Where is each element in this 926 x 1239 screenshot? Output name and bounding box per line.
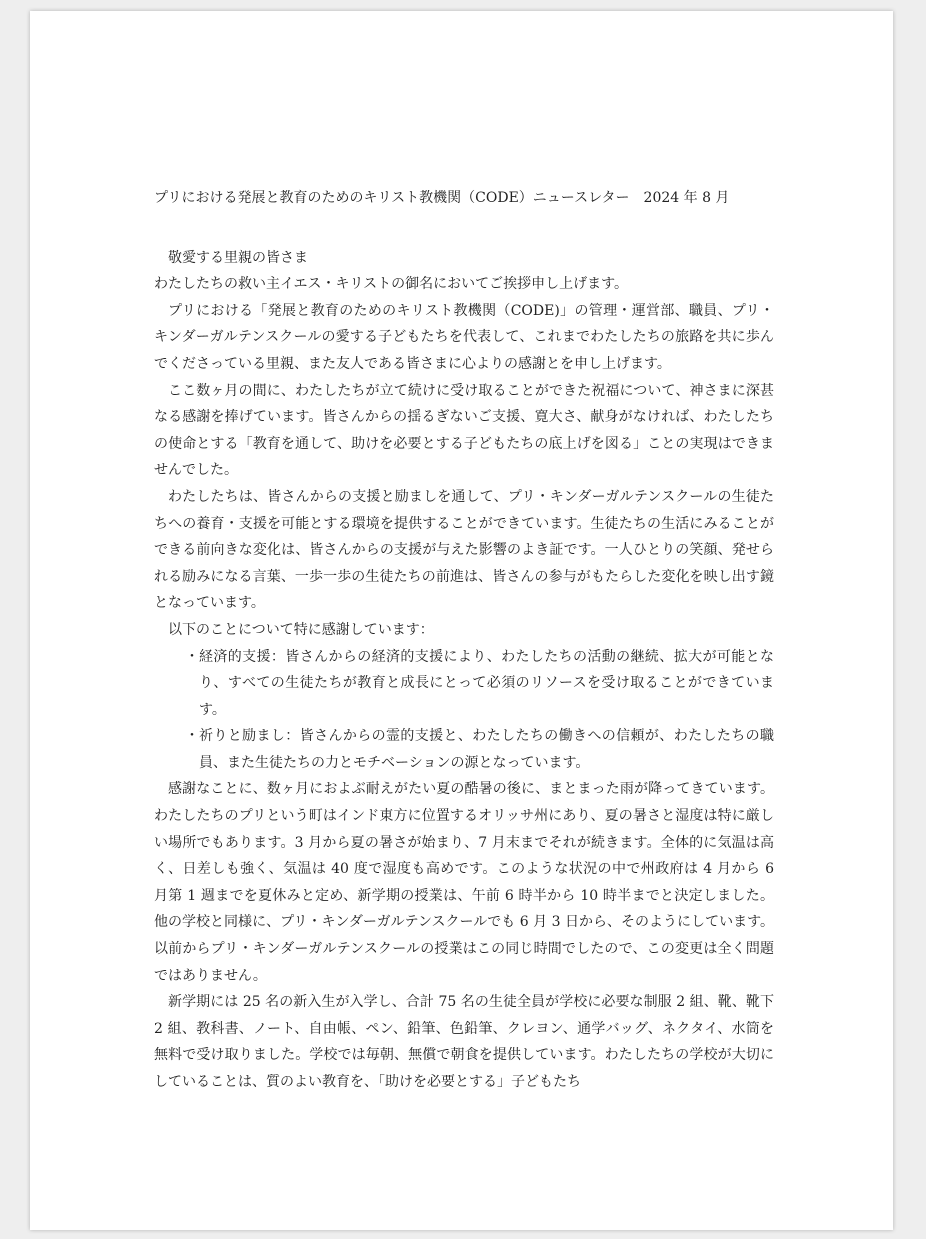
paragraph: 感謝なことに、数ヶ月におよぶ耐えがたい夏の酷暑の後に、まとまった雨が降ってきています。わたしたちのプリという町はインド東方に位置するオリッサ州にあり、夏の暑さと湿度は特に厳しい場所でもあります。3 月から夏の暑さが始まり、7 月末までそれが続きます。全体的に気温は高く、日差しも強く、気温は 40 度で湿度も高めです。このような状況の中で州政府は 4 月から 6 月第 1 週までを夏休みと定め、新学期の授業は、午前 6 時半から 10 時半までと決定しました。他の学校と同様に、プリ・キンダーガルテンスクールでも 6 月 3 日から、そのようにしています。以前からプリ・キンダーガルテンスクールの授業はこの同じ時間でしたので、この変更は全く問題ではありません。 (154, 781, 774, 984)
bullet-marker: ・ (185, 728, 199, 745)
list-item (185, 644, 774, 724)
bullet-marker: ・ (185, 648, 199, 665)
newsletter-title: プリにおける発展と教育のためのキリスト教機関（CODE）ニュースレター (154, 190, 630, 206)
paragraph: ここ数ヶ月の間に、わたしたちが立て続けに受け取ることができた祝福について、神さまに深甚なる感謝を捧げています。皆さんからの揺るぎないご支援、寛大さ、献身がなければ、わたしたちの使命とする「教育を通して、助けを必要とする子どもたちの底上げを図る」ことの実現はできませんでした。 (154, 382, 774, 479)
list-item (185, 723, 774, 776)
paragraph: プリにおける「発展と教育のためのキリスト教機関（CODE)」の管理・運営部、職員、プリ・キンダーガルテンスクールの愛する子どもたちを代表して、これまでわたしたちの旅路を共に歩んでくださっている里親、また友人である皆さまに心よりの感謝とを申し上げます。 (154, 302, 774, 372)
newsletter-body (154, 185, 774, 1096)
gratitude-list (154, 644, 774, 777)
newsletter-header (154, 185, 774, 212)
greeting: わたしたちの救い主イエス・キリストの御名においてご挨拶申し上げます。 (154, 276, 629, 293)
paragraph: 新学期には 25 名の新入生が入学し、合計 75 名の生徒全員が学校に必要な制服 2 組、靴、靴下 2 組、教科書、ノート、自由帳、ペン、鉛筆、色鉛筆、クレヨン、通学バッグ、ネクタイ、水筒を無料で受け取りました。学校では毎朝、無償で朝食を提供しています。わたしたちの学校が大切にしていることは、質のよい教育を、「助けを必要とする」子どもたち (154, 994, 774, 1090)
paragraph: 以下のことについて特に感謝しています： (168, 621, 434, 638)
document-page (30, 11, 893, 1230)
list-item-text: 祈りと励まし：皆さんからの霊的支援と、わたしたちの働きへの信頼が、わたしたちの職員、また生徒たちの力とモチベーションの源となっています。 (199, 728, 774, 771)
newsletter-date: 2024 年 8 月 (643, 190, 730, 206)
paragraph: わたしたちは、皆さんからの支援と励ましを通して、プリ・キンダーガルテンスクールの生徒たちへの養育・支援を可能とする環境を提供することができています。生徒たちの生活にみることができる前向きな変化は、皆さんからの支援が与えた影響のよき証です。一人ひとりの笑顔、発せられる励みになる言葉、一歩一歩の生徒たちの前進は、皆さんの参与がもたらした変化を映し出す鏡となっています。 (154, 488, 774, 612)
salutation: 敬愛する里親の皆さま (168, 249, 308, 266)
list-item-text: 経済的支援：皆さんからの経済的支援により、わたしたちの活動の継続、拡大が可能となり、すべての生徒たちが教育と成長にとって必須のリソースを受け取ることができています。 (199, 648, 774, 718)
